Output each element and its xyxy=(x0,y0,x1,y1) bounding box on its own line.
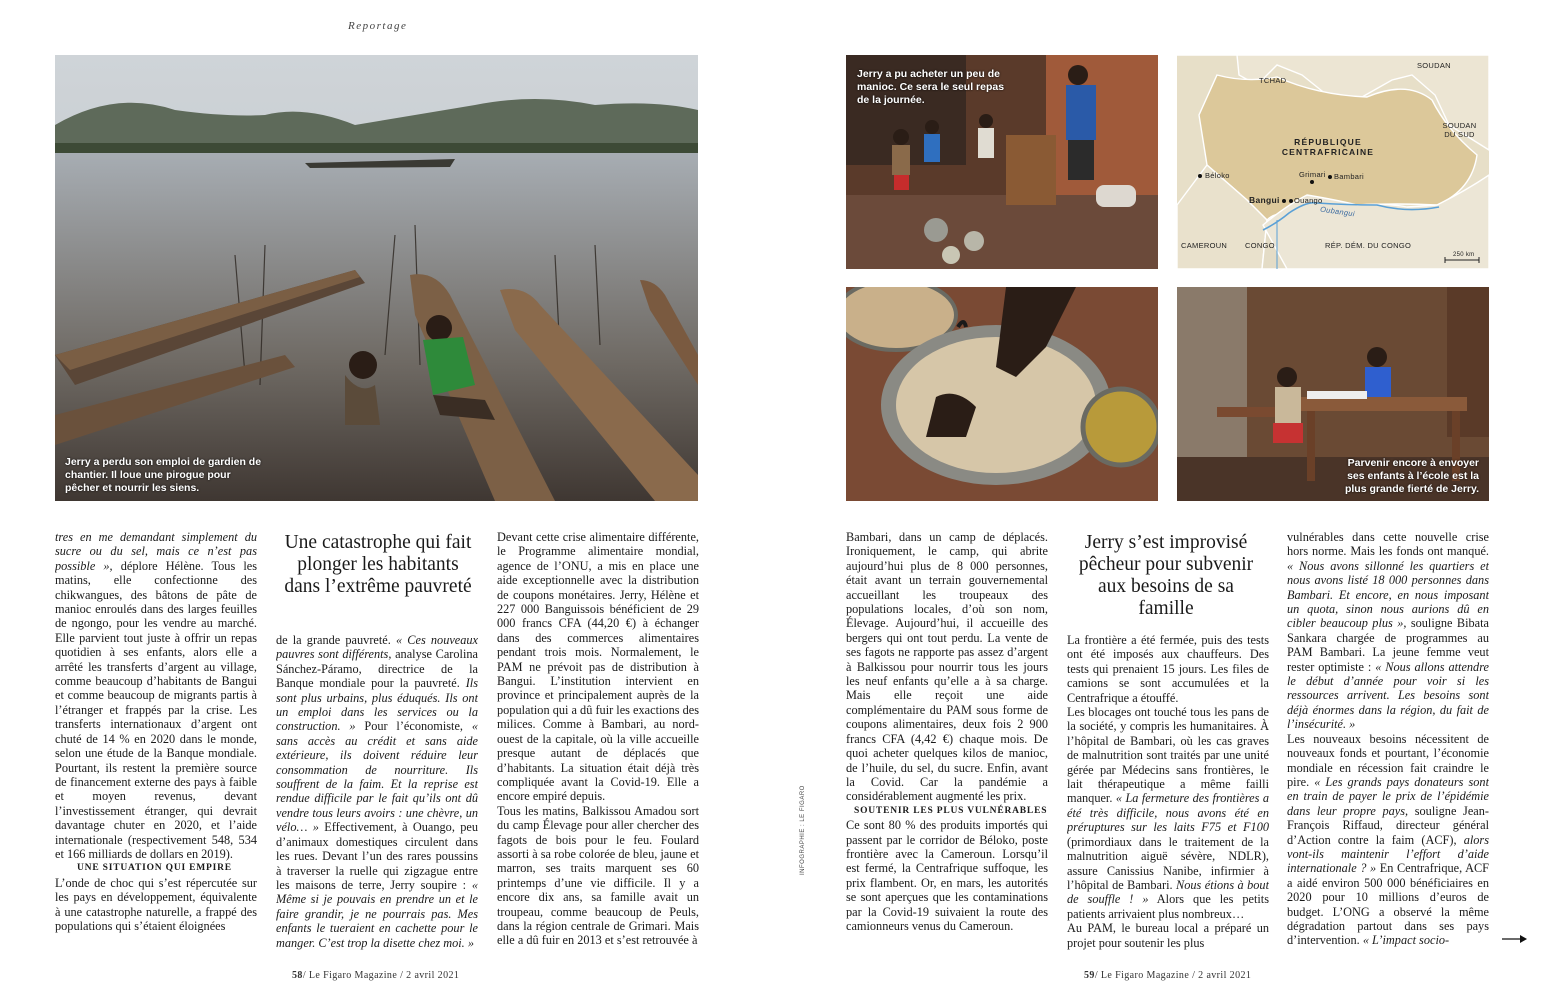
c5-text-c: (primordiaux dans le traitement de la malnutrition aiguë sévère, NDLR), assure Canissius Nanibe, infirmier à l’hôpital de Bambari. xyxy=(1067,834,1269,892)
c3-text-b: Tous les matins, Balkissou Amadou sort du camp Élevage pour aller chercher des fagots de bois pour le feu. Foulard assorti à sa robe colorée de bleu, jaune et marron, ses traits marquent ses 60 printemps d’une vie difficile. Il y a encore dix ans, sa famille avait un troupeau, comme beaucoup de Peuls, dans la région centrale de Grimari. Mais elle a dû fuir en 2013 et s’est retrouvée à xyxy=(497,803,699,948)
c6-text-d: souligne Jean-François Riffaud, directeur général d’Action contre la faim (ACF), xyxy=(1287,803,1489,847)
c3-text: Devant cette crise alimentaire différente, le Programme alimentaire mondial, agence de l’ONU, a mis en place une aide exceptionnelle avec la distribution de coupons monétaires. Jerry, Hélène et 227 000 Banguissois bénéficient de 29 000 francs CFA (44,20 €) à échanger dans des commerces alimentaires pendant trois mois. Normalement, le PAM ne prévoit pas de distribution à Bangui. L’institution intervient en province et principalement auprès de la population qui a dû fuir les exactions des milices. Comme à Bambari, au nord-ouest de la capitale, où la ville accueille presque autant de déplacés que d’habitants. La situation était déjà très compliquée avant la Covid-19. Elle a encore empiré depuis. xyxy=(497,530,699,804)
c2-text-c: Pour l’économiste, xyxy=(355,719,472,734)
map-label-oubangui: Oubangui xyxy=(1319,204,1356,219)
folio-left-text: / Le Figaro Magazine / 2 avril 2021 xyxy=(302,970,460,981)
map-label-rdc: RÉP. DÉM. DU CONGO xyxy=(1325,241,1412,250)
map-label-soudan-sud: SOUDAN DU SUD xyxy=(1442,121,1477,139)
headline-left: Une catastrophe qui fait plonger les habitants dans l’extrême pauvreté xyxy=(284,532,472,597)
bowl-photo xyxy=(846,287,1158,501)
map-label-grimari: Grimari xyxy=(1299,170,1326,179)
c1-quote: tres en me demandant simplement du sucre ou du sel, mais ce n’est pas possible », xyxy=(55,530,257,573)
c2-quote-a: « Ces nouveaux pauvres sont différents, xyxy=(276,633,478,662)
location-map xyxy=(1177,55,1489,269)
c5-text-a: La frontière a été fermée, puis des tests ont été imposés aux chauffeurs. Des tests qui prenaient 15 jours. Les files de camions se sont accumulées et la Centrafrique a étouffé. xyxy=(1067,633,1269,705)
map-label-bambari: Bambari xyxy=(1334,172,1365,181)
map-dot-ouango xyxy=(1289,199,1293,203)
c4-text: Bambari, dans un camp de déplacés. Ironiquement, le camp, qui abrite aujourd’hui plus de 8 000 personnes, était avant un terrain gouvernemental accueillant les troupeaux des populations locales, d’où son nom, Élevage. Aujourd’hui, il accueille des bergers qui ont tout perdu. La vente de ses fagots ne rapporte pas assez d’argent à Balkissou pour nourrir tous les jours les neuf enfants qu’elle a à sa charge. Mais elle reçoit une aide complémentaire du PAM sous forme de coupons alimentaires, deux fois 2 900 francs CFA (4,42 €) chaque mois. De quoi acheter quelques kilos de manioc, de l’huile, du sel, du sucre. Enfin, avant la Covid. Car la pandémie a considérablement augmenté les prix. xyxy=(846,530,1048,804)
river-photo-caption: Jerry a perdu son emploi de gardien de chantier. Il loue une pirogue pour pêcher et nourrir les siens. xyxy=(65,456,262,494)
folio-right-text: / Le Figaro Magazine / 2 avril 2021 xyxy=(1094,970,1252,981)
house-photo xyxy=(846,55,1158,269)
text-column-6 xyxy=(1287,530,1489,950)
c2-quote-c: « sans accès au crédit et sans aide extérieure, ils doivent réduire leur consommation de nourriture. Ils souffrent de la faim. Et la reprise est rendue difficile par le fait qu’ils ont dû vendre tous leurs avoirs : une chèvre, un vélo… » xyxy=(276,719,478,835)
c5-text-d: Alors que les petits patients arrivaient plus nombreux… xyxy=(1067,892,1269,921)
text-column-3 xyxy=(497,530,699,950)
c2-text-b: analyse Carolina Sánchez-Páramo, directrice de la Banque mondiale pour la pauvreté. xyxy=(276,647,478,691)
subhead-situation: UNE SITUATION QUI EMPIRE xyxy=(77,863,232,874)
folio-left-number: 58 xyxy=(292,970,303,981)
c6-text-b: souligne Bibata Sankara chargée de programmes au PAM Bambari. La jeune femme veut rester optimiste : xyxy=(1287,616,1489,674)
c6-text-e: En Centrafrique, ACF a aidé environ 500 000 bénéficiaires en 2020 pour 10 millions d’euros de budget. L’ONG a observé la même dégradation partout dans ses pays d’intervention. xyxy=(1287,861,1489,948)
headline-right: Jerry s’est improvisé pêcheur pour subvenir aux besoins de sa famille xyxy=(1078,532,1254,619)
c6-text-a: vulnérables dans cette nouvelle crise hors norme. Mais les fonds ont manqué. xyxy=(1287,530,1489,559)
subhead-vulnerables: SOUTENIR LES PLUS VULNÉRABLES xyxy=(854,805,1048,816)
continue-arrow-icon xyxy=(1502,934,1528,944)
c6-quote-b: « Nous allons attendre le début d’année pour voir si les ressources arrivent. Les besoins sont déjà énormes dans la région, du fait de l’insécurité. » xyxy=(1287,659,1489,732)
map-scale-label: 250 km xyxy=(1453,252,1475,258)
map-label-congo: CONGO xyxy=(1245,241,1275,250)
folio-right-number: 59 xyxy=(1084,970,1095,981)
c5-text-e: Au PAM, le bureau local a préparé un projet pour soutenir les plus xyxy=(1067,921,1269,950)
river-photo xyxy=(55,55,698,501)
map-label-bangui: Bangui xyxy=(1249,195,1280,205)
map-label-rca xyxy=(1273,137,1383,157)
c1-text: déplore Hélène. Tous les matins, elle confectionne des chikwangues, des bâtons de pâte de manioc enroulés dans des larges feuilles de ngongo, pour les vendre au marché. Elle parvient tout juste à offrir un repas quotidien à ses enfants, alors elle a arrêté les transferts d’argent au village, comme beaucoup d’habitants de Bangui et comme beaucoup de migrants partis à l’étranger et frappés par la crise. Les transferts internationaux d’argent ont chuté de 14 % en 2020 dans le monde, selon une étude de la Banque mondiale. Pourtant, ils restent la première source de financement externe des pays à faible et moyen revenus, devant l’investissement étranger, qui devrait davantage chuter en 2020, et l’aide internationale (respectivement 548, 534 et 166 milliards de dollars en 2019). xyxy=(55,558,257,861)
section-rubric: Reportage xyxy=(348,20,408,32)
text-column-4 xyxy=(846,530,1048,950)
text-column-5 xyxy=(1067,633,1269,953)
c6-text-c: Les nouveaux besoins nécessitent de nouveaux fonds et pourtant, l’économie mondiale en récession fait craindre le pire. xyxy=(1287,731,1489,789)
map-dot-bambari xyxy=(1328,175,1332,179)
c1-text-b: L’onde de choc qui s’est répercutée sur les pays en développement, équivalente à une catastrophe naturelle, a frappé des populations qui s’étaient éloignées xyxy=(55,875,257,933)
text-column-2 xyxy=(276,633,478,953)
c5-quote-b: « La fermeture des frontières a été très difficile, nous avons été en préruptures sur les laits F75 et F100 xyxy=(1067,791,1269,835)
c5-text-b: Les blocages ont touché tous les pans de la société, y compris les humanitaires. À l’hôpital de Bambari, où les cas graves de malnutrition sont traités par une unité gérée par Médecins sans frontières, le lait thérapeutique a même failli manquer. xyxy=(1067,705,1269,806)
map-label-soudan: SOUDAN xyxy=(1417,61,1451,70)
folio-right xyxy=(1084,970,1251,981)
c2-quote-d: « Même si je pouvais en prendre un et le faire grandir, je ne pourrais pas. Mes enfants le tueraient en cachette pour le manger. C’est trop la disette chez moi. » xyxy=(276,877,478,950)
c4-text-b: Ce sont 80 % des produits importés qui passent par le corridor de Béloko, poste frontière avec la Cameroun. Lorsqu’il est fermé, la Centrafrique suffoque, les prix flambent. Or, en mars, les autorités se sont aperçues que les contaminations par la Covid-19 suivaient la route des camionneurs venus du Cameroun. xyxy=(846,818,1048,933)
c6-quote-a: « Nous avons sillonné les quartiers et nous avons listé 18 000 personnes dans Bambari. Et encore, en nous imposant un quota, sinon nous aurions dû en cibler beaucoup plus », xyxy=(1287,558,1489,631)
map-label-rca-line2: CENTRAFRICAINE xyxy=(1281,147,1375,157)
c2-text-d: Effectivement, à Ouango, peu d’animaux domestiques circulent dans les rues. Devant l’un des rares poussins à traverser la ruelle qui zigzague entre les maisons de terre, Jerry soupire : xyxy=(276,820,478,892)
map-label-beloko: Béloko xyxy=(1205,171,1230,180)
c2-text-a: de la grande pauvreté. xyxy=(276,633,396,647)
map-dot-beloko xyxy=(1198,174,1202,178)
map-label-tchad: TCHAD xyxy=(1259,76,1287,85)
folio-left xyxy=(292,970,459,981)
house-photo-caption: Jerry a pu acheter un peu de manioc. Ce sera le seul repas de la journée. xyxy=(857,68,1005,106)
c5-quote-c: Nous étions à bout de souffle ! » xyxy=(1067,877,1269,907)
school-photo-caption: Parvenir encore à envoyer ses enfants à l’école est la plus grande fierté de Jerry. xyxy=(1344,457,1479,495)
map-label-ouango: Ouango xyxy=(1294,196,1323,205)
infographic-credit: INFOGRAPHIE : LE FIGARO xyxy=(800,785,806,875)
map-label-cameroun: CAMEROUN xyxy=(1181,241,1228,250)
text-column-1 xyxy=(55,530,257,950)
school-photo xyxy=(1177,287,1489,501)
map-label-rca-line1: RÉPUBLIQUE xyxy=(1294,137,1362,147)
c6-quote-c: « Les grands pays donateurs sont en train de payer le prix de l’épidémie dans leur propre pays, xyxy=(1287,774,1489,818)
map-dot-grimari xyxy=(1310,180,1314,184)
map-dot-bangui xyxy=(1282,199,1286,203)
c6-quote-d: alors vont-ils maintenir l’effort d’aide internationale ? » xyxy=(1287,832,1489,876)
c2-quote-b: Ils sont plus urbains, plus éduqués. Ils ont un emploi dans les services ou la construction. » xyxy=(276,676,478,734)
c6-quote-e: « L’impact socio- xyxy=(1362,933,1450,948)
